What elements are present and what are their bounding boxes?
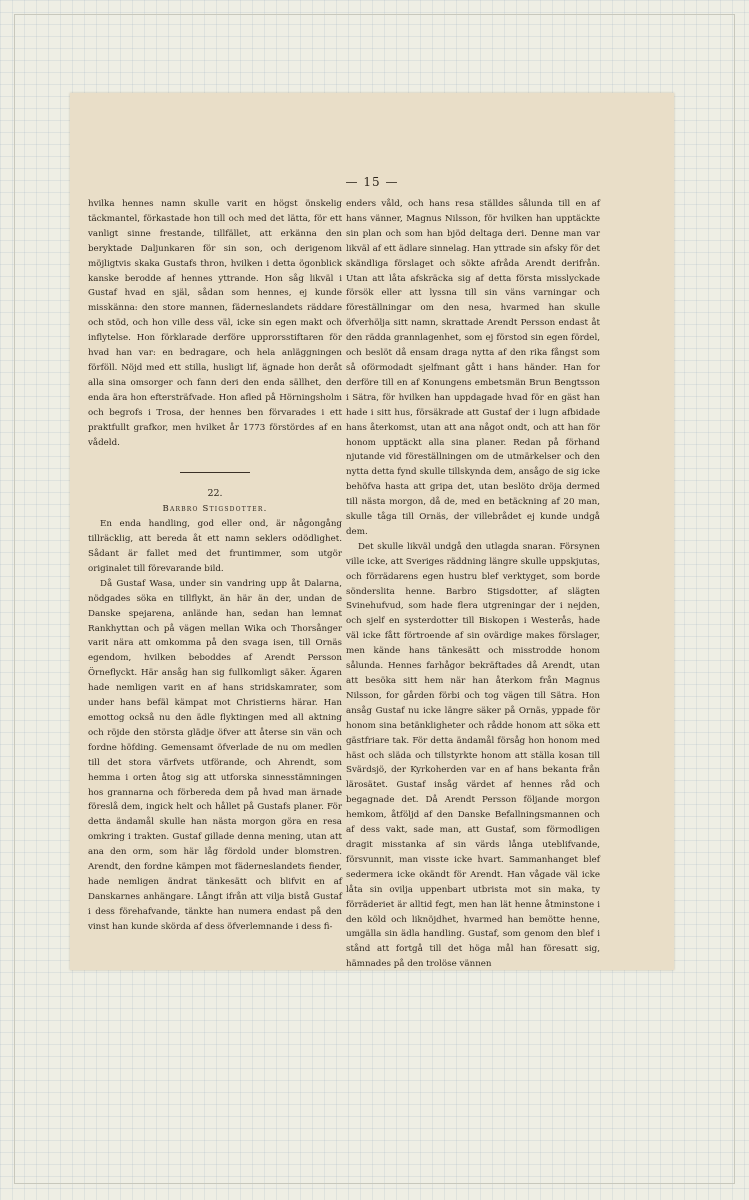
section-divider bbox=[180, 472, 250, 473]
paragraph-intro: En enda handling, god eller ond, är någongång tillräcklig, att bereda åt ett namn seklers odödlighet. Sådant är fallet med det fruntimmer, som utgör originalet till förevarande bild. bbox=[88, 519, 342, 574]
section-number: 22. bbox=[207, 488, 223, 500]
page-number: — 15 — bbox=[345, 175, 399, 189]
paragraph-arendt-plan: enders våld, och hans resa ställdes sålunda till en af hans vänner, Magnus Nilsson, för hvilken han upptäckte sin plan och som han bjöd deltaga deri. Denne man var likväl af ett ädlare sinnelag. Han yttrade sin afsky för det skändliga förslaget och sökte afråda Arendt derifrån. Utan att låta afskräcka sig af detta första misslyckade försök eller att lyssna till sin väns varningar och föreställningar om den nesa, hvarmed han skulle öfverhölja sitt namn, skrattade Arendt Persson endast åt den rädda grannlagenhet, som ej förstod sin egen fördel, och beslöt då ensam draga nytta af den rika fångst som så oförmodadt sjelfmant gått i hans händer. Han for derföre till en af Konungens embetsmän Brun Bengtsson i Sätra, för hvilken han uppdagade hvad för en gäst han hade i sitt hus, försäkrade att Gustaf der i lugn afbidade hans återkomst, utan att ana något ondt, och att han för honom upptäckt alla sina planer. Redan på förhand njutande vid föreställningen om de utmärkelser och den nytta detta fynd skulle tillskynda dem, ansågo de sig icke behöfva hasta att gripa det, utan beslöto dröja dermed till nästa morgon, då de, med en betäckning af 20 man, skulle tåga till Ornäs, der villebrådet ej kunde undgå dem. bbox=[346, 199, 600, 537]
paragraph-gustaf-wasa: Då Gustaf Wasa, under sin vandring upp åt Dalarna, nödgades söka en tillflykt, än här än der, undan de Danske spejarena, anlände han, sedan han lemnat Rankhyttan och på vägen mellan Wika och Thorsånger varit nära att omkomma på den svaga isen, till Ornäs egendom, hvilken beboddes af Arendt Persson Örneflyckt. Här ansåg han sig fullkomligt säker. Ägaren hade nemligen varit en af hans stridskamrater, som under hans befäl kämpat mot Christierns härar. Han emottog också nu den ädle flyktingen med all aktning och röjde den största glädje öfver att återse sin vän och fordne höfding. Gemensamt öfverlade de nu om medlen till det stora värfvets utförande, och Ahrendt, som hemma i orten åtog sig att utforska sinnesstämningen hos grannarna och förbereda dem på hvad man ärnade föreslå dem, ingick helt och hållet på Gustafs planer. För detta ändamål skulle han nästa morgon göra en resa omkring i trakten. Gustaf gillade denna mening, utan att ana den orm, som här låg fördold under blomstren. Arendt, den fordne kämpen mot fäderneslandets fiender, hade nemligen ändrat tänkesätt och blifvit en af Danskarnes anhängare. Långt ifrån att vilja bistå Gustaf i dess förehafvande, tänkte han numera endast på den vinst han kunde skörda af dess öfverlemnande i dess fi- bbox=[88, 578, 342, 932]
section-title: Barbro Stigsdotter. bbox=[162, 504, 268, 515]
paragraph-barbro-warning: Det skulle likväl undgå den utlagda snaran. Försynen ville icke, att Sveriges räddning längre skulle uppskjutas, och förrädarens egen hustru blef verktyget, som borde sönderslita henne. Barbro Stigsdotter, af slägten Svinehufvud, som hade flera utgreningar der i nejden, och sjelf en systerdotter till Biskopen i Westerås, hade väl icke fått förtroende af sin ovärdige makes förslager, men kände hans tänkesätt och misstrodde honom sålunda. Hennes farhågor bekräftades då Arendt, utan att besöka sitt hem när han återkom från Magnus Nilsson, for gården förbi och tog vägen till Sätra. Hon ansåg Gustaf nu icke längre säker på Ornäs, yppade för honom sina betänkligheter och rådde honom att söka ett gästfriare tak. För detta ändamål försåg hon honom med häst och släda och tillstyrkte honom att ställa kosan till Svärdsjö, der Kyrkoherden var en af hans bekanta från lärosätet. Gustaf insåg värdet af hennes råd och begagnade det. Då Arendt Persson följande morgon hemkom, åtföljd af den Danske Befallningsmannen och af dess vakt, sade man, att Gustaf, som förmodligen dragit misstanka af sin värds långa uteblifvande, försvunnit, man visste icke hvart. Sammanhanget blef sedermera icke okändt för Arendt. Han vågade väl icke låta sin ovilja uppenbart utbrista mot sin maka, ty förräderiet är alltid fegt, men han lät henne åtminstone i den köld och liknöjdhet, hvarmed han bemötte henne, umgälla sin ädla handling. Gustaf, som genom den blef i stånd att fortgå till det höga mål han föresatt sig, hämnades på den trolöse vännen bbox=[346, 541, 600, 970]
right-column bbox=[346, 197, 600, 972]
paragraph-gustaf-mother: hvilka hennes namn skulle varit en högst önskelig täckmantel, förkastade hon till och med det lätta, för ett vanligt sinne frestande, tillfället, att erkänna den beryktade Daljunkaren för sin son, och derigenom möjligtvis skaka Gustafs thron, hvilken i detta ögonblick kanske berodde af hennes yttrande. Hon såg likväl i Gustaf hvad en själ, sådan som hennes, ej kunde misskänna: den store mannen, fäderneslandets räddare och stöd, och hon ville dess väl, icke sin egen makt och inflytelse. Hon förklarade derföre upprorsstiftaren för hvad han var: en bedragare, och hela anläggningen förföll. Nöjd med ett stilla, husligt lif, ägnade hon deråt alla sina omsorger och fann deri den enda sällhet, den enda ära hon eftersträfvade. Hon afled på Hörningsholm och begrofs i Trosa, der hennes ben förvarades i ett praktfullt grafkor, men hvilket år 1773 förstördes af en vådeld. bbox=[88, 199, 342, 448]
left-column bbox=[88, 197, 342, 935]
book-page bbox=[70, 93, 674, 970]
